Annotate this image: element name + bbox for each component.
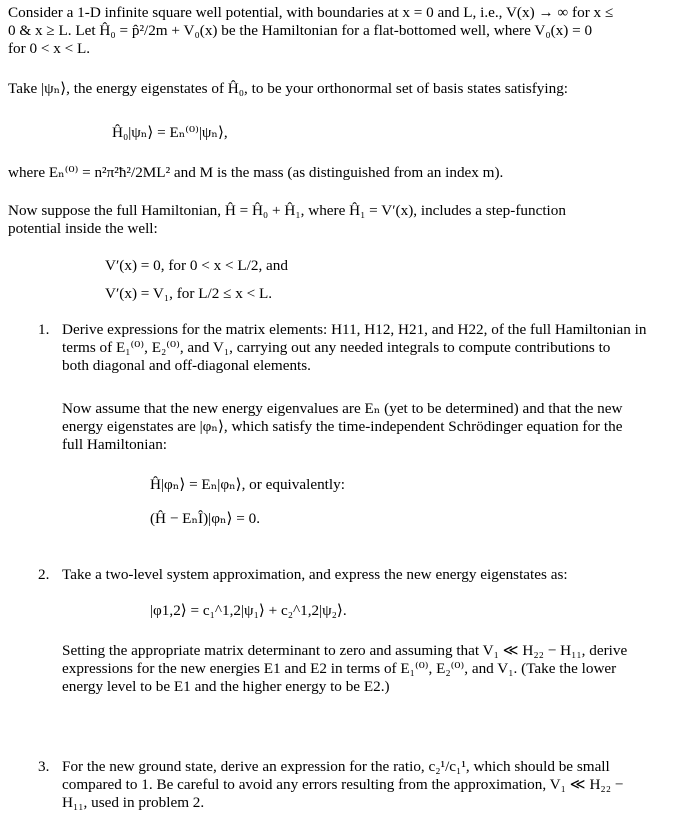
step-potential-equation-1: V′(x) = 0, for 0 < x < L/2, and xyxy=(105,257,288,274)
schrodinger-equation: Ĥ|φₙ⟩ = Eₙ|φₙ⟩, or equivalently: xyxy=(150,476,345,493)
intro-line-2: 0 & x ≥ L. Let Ĥ₀ = p̂²/2m + V₀(x) be the Hamiltonian for a flat-bottomed well, where V₀(x) = 0 xyxy=(8,22,593,39)
problem-3-number: 3. xyxy=(38,758,50,775)
perturbation-line-1: Now suppose the full Hamiltonian, Ĥ = Ĥ₀ + Ĥ₁, where Ĥ₁ = V′(x), includes a step-function xyxy=(8,202,566,219)
problem-3-text xyxy=(62,758,668,812)
two-level-state-equation: |φ1,2⟩ = c₁^1,2|ψ₁⟩ + c₂^1,2|ψ₂⟩. xyxy=(150,602,347,619)
problem-1-para-1: Now assume that the new energy eigenvalues are Eₙ (yet to be determined) and that the new xyxy=(62,400,623,417)
problem-1-line-3: both diagonal and off-diagonal elements. xyxy=(62,357,311,374)
problem-1-line-2: terms of E₁⁽⁰⁾, E₂⁽⁰⁾, and V₁, carrying out any needed integrals to compute contributions to xyxy=(62,339,611,356)
problem-1-line-1: Derive expressions for the matrix elements: H11, H12, H21, and H22, of the full Hamiltonian in xyxy=(62,321,647,338)
basis-where-line: where Eₙ⁽⁰⁾ = n²π²ħ²/2ML² and M is the mass (as distinguished from an index m). xyxy=(8,164,504,181)
intro-line-1: Consider a 1-D infinite square well potential, with boundaries at x = 0 and L, i.e., V(x) → ∞ for x ≤ xyxy=(8,4,614,21)
problem-2-para-3: energy level to be E1 and the higher energy to be E2.) xyxy=(62,678,390,695)
problem-3-line-1: For the new ground state, derive an expression for the ratio, c₂¹/c₁¹, which should be small xyxy=(62,758,610,775)
perturbation-line-2: potential inside the well: xyxy=(8,220,158,237)
problem-1-text xyxy=(62,321,668,375)
problem-1-assumption xyxy=(62,400,668,454)
problem-3-line-3: H₁₁, used in problem 2. xyxy=(62,794,205,811)
problem-2-line-1: Take a two-level system approximation, and express the new energy eigenstates as: xyxy=(62,566,568,583)
problem-1-para-3: full Hamiltonian: xyxy=(62,436,168,453)
problem-1-para-2: energy eigenstates are |φₙ⟩, which satisfy the time-independent Schrödinger equation for the xyxy=(62,418,623,435)
problem-2-text xyxy=(62,642,668,696)
problem-3-line-2: compared to 1. Be careful to avoid any errors resulting from the approximation, V₁ ≪ H₂₂ − xyxy=(62,776,624,793)
intro-line-3: for 0 < x < L. xyxy=(8,40,91,57)
basis-equation: Ĥ₀|ψₙ⟩ = Eₙ⁽⁰⁾|ψₙ⟩, xyxy=(112,124,228,141)
perturbation-paragraph xyxy=(8,202,668,238)
schrodinger-equation-equivalent: (Ĥ − EₙÎ)|φₙ⟩ = 0. xyxy=(150,510,260,527)
problem-2-para-2: expressions for the new energies E1 and E2 in terms of E₁⁽⁰⁾, E₂⁽⁰⁾, and V₁. (Take the lower xyxy=(62,660,617,677)
step-potential-equation-2: V′(x) = V₁, for L/2 ≤ x < L. xyxy=(105,285,273,302)
intro-paragraph xyxy=(8,4,668,58)
basis-paragraph: Take |ψₙ⟩, the energy eigenstates of Ĥ₀, to be your orthonormal set of basis states satisfying: xyxy=(8,80,569,97)
problem-2-para-1: Setting the appropriate matrix determinant to zero and assuming that V₁ ≪ H₂₂ − H₁₁, derive xyxy=(62,642,628,659)
problem-2-number: 2. xyxy=(38,566,50,583)
problem-1-number: 1. xyxy=(38,321,50,338)
